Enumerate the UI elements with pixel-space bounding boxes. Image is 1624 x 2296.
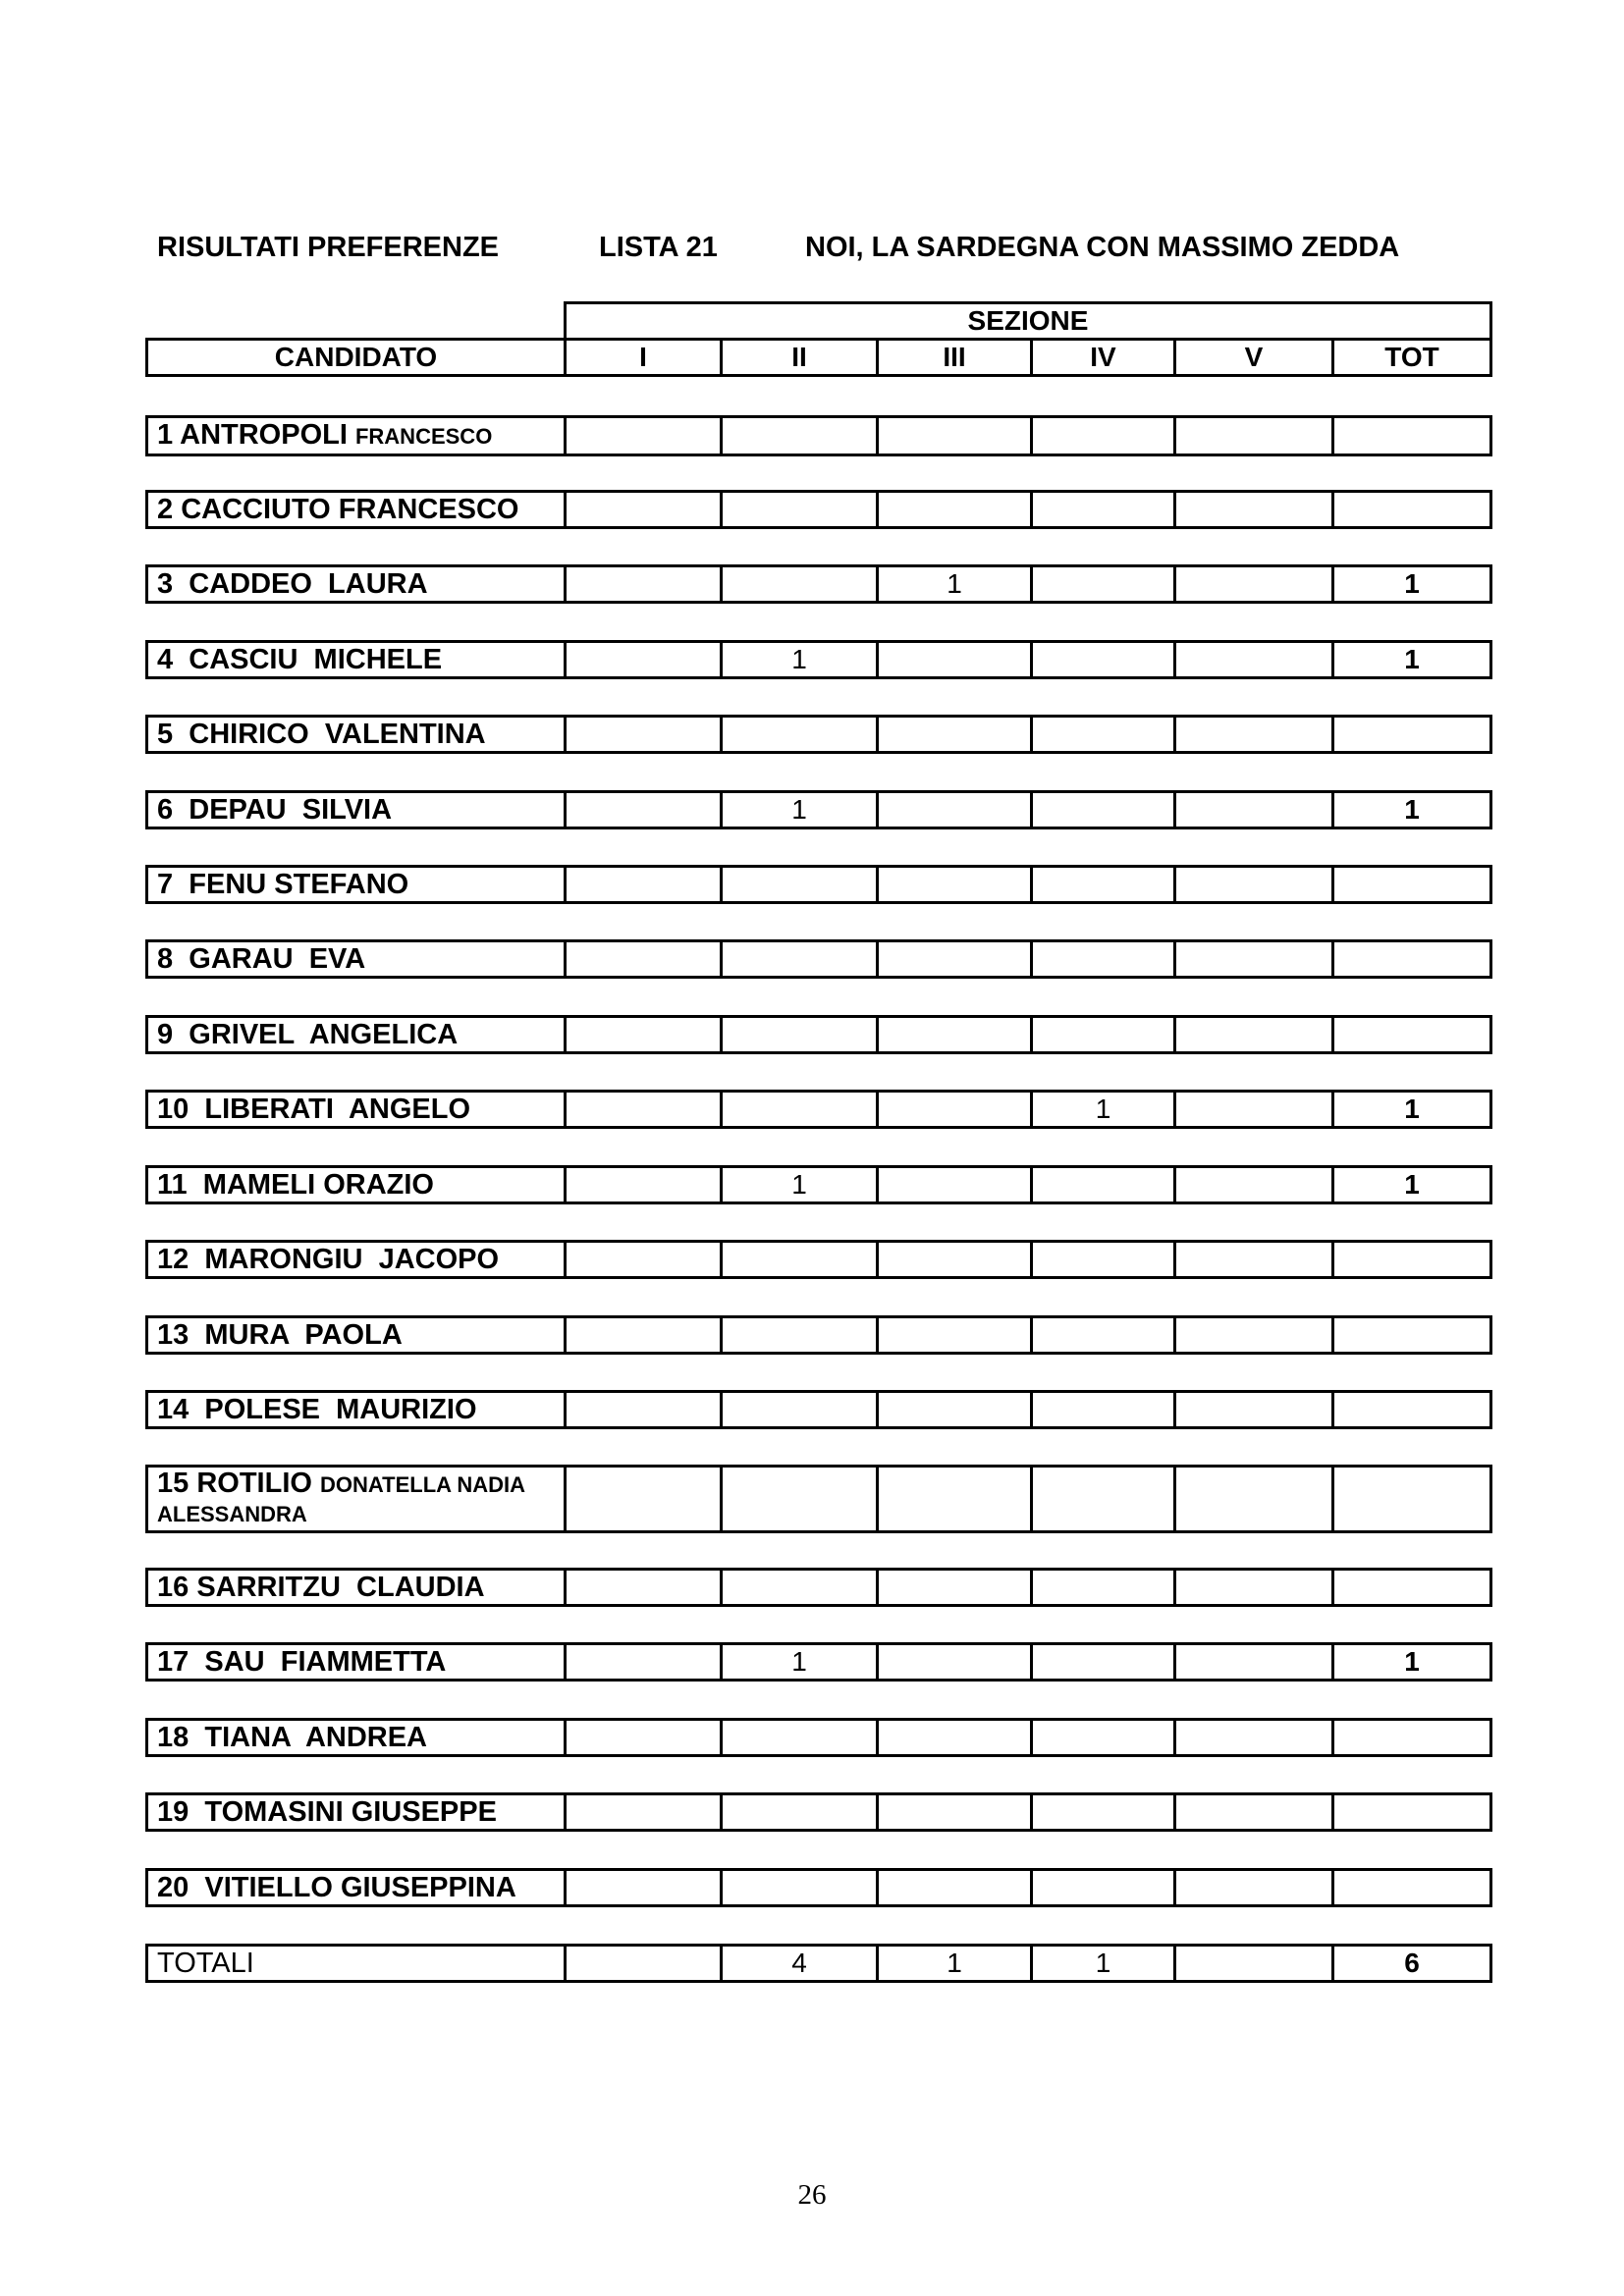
- totals-label: TOTALI: [147, 1946, 566, 1982]
- candidate-name: CACCIUTO FRANCESCO: [181, 494, 519, 525]
- candidate-name-cell: [147, 1017, 566, 1053]
- vote-cell-iii: [878, 792, 1032, 828]
- vote-cell-iii: [878, 642, 1032, 678]
- vote-cell-iv: [1032, 492, 1175, 528]
- vote-cell-iv: [1032, 642, 1175, 678]
- candidate-row: [145, 1165, 1492, 1204]
- vote-cell-i: [566, 1467, 722, 1532]
- candidate-number: 16: [157, 1572, 189, 1603]
- candidate-row: [145, 564, 1492, 604]
- vote-cell-i: [566, 1392, 722, 1428]
- vote-cell-ii: 1: [722, 1167, 878, 1203]
- list-number: LISTA 21: [599, 232, 718, 263]
- vote-cell-iv: [1032, 792, 1175, 828]
- vote-cell-i: [566, 492, 722, 528]
- vote-cell-ii: [722, 1242, 878, 1278]
- candidate-name-cell: [147, 1720, 566, 1756]
- candidate-name-cell: [147, 566, 566, 603]
- vote-cell-tot: [1333, 1720, 1491, 1756]
- candidate-name-cell: [147, 492, 566, 528]
- vote-cell-i: [566, 642, 722, 678]
- vote-cell-i: [566, 1317, 722, 1354]
- candidate-name: SARRITZU CLAUDIA: [196, 1572, 485, 1603]
- vote-cell-iv: [1032, 1017, 1175, 1053]
- vote-cell-v: [1175, 792, 1333, 828]
- vote-cell-v: [1175, 1870, 1333, 1906]
- vote-cell-ii: 4: [722, 1946, 878, 1982]
- vote-cell-tot: [1333, 1570, 1491, 1606]
- candidate-number: 12: [157, 1244, 189, 1275]
- vote-cell-v: [1175, 1242, 1333, 1278]
- vote-cell-iv: [1032, 566, 1175, 603]
- vote-cell-iv: [1032, 867, 1175, 903]
- vote-cell-ii: [722, 417, 878, 455]
- candidate-row: [145, 1465, 1492, 1533]
- candidate-row: [145, 939, 1492, 979]
- vote-cell-i: [566, 1870, 722, 1906]
- vote-cell-v: [1175, 1946, 1333, 1982]
- vote-cell-iii: [878, 492, 1032, 528]
- page-number: 26: [797, 2179, 827, 2211]
- vote-cell-iv: [1032, 1242, 1175, 1278]
- vote-cell-iv: [1032, 1644, 1175, 1681]
- candidate-name-cell: [147, 792, 566, 828]
- vote-cell-ii: [722, 492, 878, 528]
- candidate-name: FENU STEFANO: [181, 869, 409, 900]
- totals-row: [145, 1944, 1492, 1983]
- candidate-number: 7: [157, 869, 174, 900]
- vote-cell-iv: [1032, 1317, 1175, 1354]
- vote-cell-v: [1175, 492, 1333, 528]
- vote-cell-iii: [878, 1392, 1032, 1428]
- vote-cell-v: [1175, 566, 1333, 603]
- candidate-name-cell: [147, 642, 566, 678]
- candidate-name: CASCIU MICHELE: [181, 644, 443, 675]
- vote-cell-ii: [722, 1017, 878, 1053]
- vote-cell-iii: 1: [878, 566, 1032, 603]
- vote-cell-v: [1175, 1092, 1333, 1128]
- candidate-name-cell: [147, 1644, 566, 1681]
- vote-cell-tot: 1: [1333, 792, 1491, 828]
- vote-cell-iv: [1032, 417, 1175, 455]
- vote-cell-v: [1175, 1794, 1333, 1831]
- candidate-name: GARAU EVA: [181, 943, 366, 975]
- vote-cell-tot: [1333, 1317, 1491, 1354]
- vote-cell-v: [1175, 642, 1333, 678]
- column-header-iv: IV: [1032, 340, 1175, 376]
- candidate-name: GRIVEL ANGELICA: [181, 1019, 459, 1050]
- vote-cell-iv: [1032, 1570, 1175, 1606]
- candidate-row: [145, 1718, 1492, 1757]
- candidate-name: TIANA ANDREA: [196, 1722, 428, 1753]
- vote-cell-i: [566, 941, 722, 978]
- candidate-number: 18: [157, 1722, 189, 1753]
- vote-cell-v: [1175, 417, 1333, 455]
- vote-cell-iii: [878, 1167, 1032, 1203]
- vote-cell-i: [566, 1794, 722, 1831]
- candidate-row: [145, 1015, 1492, 1054]
- vote-cell-tot: [1333, 1242, 1491, 1278]
- vote-cell-i: [566, 566, 722, 603]
- column-header-candidato: CANDIDATO: [147, 340, 566, 376]
- candidate-given-names: FRANCESCO: [354, 424, 493, 449]
- vote-cell-iv: [1032, 1467, 1175, 1532]
- vote-cell-tot: [1333, 1467, 1491, 1532]
- vote-cell-tot: [1333, 1392, 1491, 1428]
- vote-cell-tot: [1333, 492, 1491, 528]
- vote-cell-iv: [1032, 1870, 1175, 1906]
- candidate-row: [145, 1568, 1492, 1607]
- column-header-v: V: [1175, 340, 1333, 376]
- report-title: RISULTATI PREFERENZE: [157, 232, 499, 263]
- candidate-number: 20: [157, 1872, 189, 1903]
- vote-cell-iii: [878, 1794, 1032, 1831]
- vote-cell-v: [1175, 867, 1333, 903]
- vote-cell-v: [1175, 1467, 1333, 1532]
- vote-cell-iii: [878, 1870, 1032, 1906]
- vote-cell-v: [1175, 1167, 1333, 1203]
- vote-cell-i: [566, 1570, 722, 1606]
- candidate-name-cell: [147, 1467, 566, 1532]
- column-header-tot: TOT: [1333, 340, 1491, 376]
- vote-cell-ii: 1: [722, 792, 878, 828]
- candidate-row: [145, 1315, 1492, 1355]
- candidate-name-cell: [147, 1317, 566, 1354]
- vote-cell-tot: [1333, 1794, 1491, 1831]
- vote-cell-v: [1175, 1017, 1333, 1053]
- column-header-iii: III: [878, 340, 1032, 376]
- vote-cell-v: [1175, 1720, 1333, 1756]
- vote-cell-iii: [878, 1644, 1032, 1681]
- vote-cell-iii: [878, 1720, 1032, 1756]
- candidate-row: [145, 715, 1492, 754]
- candidate-name-cell: [147, 867, 566, 903]
- vote-cell-tot: [1333, 417, 1491, 455]
- candidate-name-cell: [147, 417, 566, 455]
- vote-cell-ii: [722, 1467, 878, 1532]
- vote-cell-tot: [1333, 717, 1491, 753]
- candidate-name-cell: [147, 1392, 566, 1428]
- vote-cell-ii: [722, 1870, 878, 1906]
- vote-cell-tot: [1333, 941, 1491, 978]
- candidate-number: 3: [157, 568, 174, 600]
- vote-cell-tot: 1: [1333, 566, 1491, 603]
- vote-cell-v: [1175, 717, 1333, 753]
- column-header-i: I: [566, 340, 722, 376]
- candidate-name: POLESE MAURIZIO: [196, 1394, 477, 1425]
- candidate-number: 5: [157, 719, 174, 750]
- vote-cell-i: [566, 867, 722, 903]
- vote-cell-v: [1175, 1644, 1333, 1681]
- candidate-name: VITIELLO GIUSEPPINA: [196, 1872, 516, 1903]
- vote-cell-i: [566, 1167, 722, 1203]
- candidate-name: TOMASINI GIUSEPPE: [196, 1796, 497, 1828]
- vote-cell-ii: [722, 1317, 878, 1354]
- list-name: NOI, LA SARDEGNA CON MASSIMO ZEDDA: [805, 232, 1400, 263]
- candidate-number: 2: [157, 494, 174, 525]
- vote-cell-i: [566, 717, 722, 753]
- candidate-row: [145, 1792, 1492, 1832]
- vote-cell-ii: [722, 717, 878, 753]
- vote-cell-ii: [722, 1392, 878, 1428]
- vote-cell-i: [566, 417, 722, 455]
- candidate-number: 14: [157, 1394, 189, 1425]
- vote-cell-ii: [722, 1092, 878, 1128]
- vote-cell-iii: [878, 941, 1032, 978]
- vote-cell-tot: [1333, 1870, 1491, 1906]
- candidate-number: 13: [157, 1319, 189, 1351]
- vote-cell-ii: [722, 566, 878, 603]
- vote-cell-iii: [878, 417, 1032, 455]
- vote-cell-iii: [878, 1317, 1032, 1354]
- vote-cell-tot: 1: [1333, 1167, 1491, 1203]
- candidate-name: DEPAU SILVIA: [181, 794, 393, 826]
- candidate-number: 9: [157, 1019, 174, 1050]
- candidate-name: MURA PAOLA: [196, 1319, 403, 1351]
- candidate-row: [145, 415, 1492, 456]
- candidate-name-cell: [147, 1167, 566, 1203]
- candidate-row: [145, 490, 1492, 529]
- candidate-name: CADDEO LAURA: [181, 568, 428, 600]
- vote-cell-ii: 1: [722, 642, 878, 678]
- candidate-number: 4: [157, 644, 174, 675]
- candidate-number: 8: [157, 943, 174, 975]
- vote-cell-iii: [878, 1570, 1032, 1606]
- vote-cell-v: [1175, 1570, 1333, 1606]
- vote-cell-iv: [1032, 1794, 1175, 1831]
- vote-cell-i: [566, 1017, 722, 1053]
- candidate-number: 1: [157, 419, 174, 451]
- candidate-number: 15: [157, 1468, 189, 1499]
- vote-cell-tot: 1: [1333, 642, 1491, 678]
- vote-cell-iv: [1032, 717, 1175, 753]
- candidate-row: [145, 1240, 1492, 1279]
- vote-cell-iii: [878, 1092, 1032, 1128]
- vote-cell-tot: [1333, 867, 1491, 903]
- candidate-name-cell: [147, 1794, 566, 1831]
- vote-cell-tot: 1: [1333, 1644, 1491, 1681]
- vote-cell-iii: [878, 867, 1032, 903]
- candidate-number: 17: [157, 1646, 189, 1678]
- vote-cell-ii: [722, 1720, 878, 1756]
- header-blank-cell: [147, 303, 566, 340]
- candidate-name: SAU FIAMMETTA: [196, 1646, 447, 1678]
- vote-cell-ii: [722, 1570, 878, 1606]
- vote-cell-iv: [1032, 1720, 1175, 1756]
- candidate-name-cell: [147, 1092, 566, 1128]
- candidate-number: 19: [157, 1796, 189, 1828]
- vote-cell-iii: [878, 1017, 1032, 1053]
- candidate-row: [145, 1090, 1492, 1129]
- vote-cell-i: [566, 792, 722, 828]
- vote-cell-iii: 1: [878, 1946, 1032, 1982]
- candidate-name: ANTROPOLI: [180, 419, 348, 451]
- candidate-row: [145, 1642, 1492, 1682]
- candidate-row: [145, 790, 1492, 829]
- vote-cell-i: [566, 1946, 722, 1982]
- candidate-row: [145, 1868, 1492, 1907]
- candidate-row: [145, 640, 1492, 679]
- candidate-name: ROTILIO: [196, 1468, 312, 1499]
- vote-cell-tot: [1333, 1017, 1491, 1053]
- vote-cell-iv: 1: [1032, 1946, 1175, 1982]
- vote-cell-iii: [878, 1467, 1032, 1532]
- vote-cell-i: [566, 1242, 722, 1278]
- vote-cell-i: [566, 1092, 722, 1128]
- candidate-name-cell: [147, 717, 566, 753]
- vote-cell-v: [1175, 1317, 1333, 1354]
- vote-cell-iv: [1032, 1392, 1175, 1428]
- vote-cell-ii: 1: [722, 1644, 878, 1681]
- candidate-name-cell: [147, 1242, 566, 1278]
- vote-cell-iv: 1: [1032, 1092, 1175, 1128]
- candidate-name-cell: [147, 1570, 566, 1606]
- vote-cell-ii: [722, 941, 878, 978]
- candidate-name: MAMELI ORAZIO: [194, 1169, 434, 1201]
- vote-cell-iii: [878, 1242, 1032, 1278]
- vote-cell-v: [1175, 941, 1333, 978]
- candidate-name: MARONGIU JACOPO: [196, 1244, 500, 1275]
- vote-cell-iv: [1032, 1167, 1175, 1203]
- header-table: [145, 301, 1492, 377]
- vote-cell-iii: [878, 717, 1032, 753]
- vote-cell-ii: [722, 1794, 878, 1831]
- candidate-name-cell: [147, 941, 566, 978]
- candidate-name: CHIRICO VALENTINA: [181, 719, 486, 750]
- candidate-row: [145, 865, 1492, 904]
- vote-cell-tot: 6: [1333, 1946, 1491, 1982]
- candidate-row: [145, 1390, 1492, 1429]
- vote-cell-v: [1175, 1392, 1333, 1428]
- candidate-number: 10: [157, 1094, 189, 1125]
- vote-cell-ii: [722, 867, 878, 903]
- vote-cell-i: [566, 1720, 722, 1756]
- candidate-name: LIBERATI ANGELO: [196, 1094, 471, 1125]
- candidate-given-names: DONATELLA NADIA ALESSANDRA: [157, 1472, 525, 1526]
- column-header-ii: II: [722, 340, 878, 376]
- vote-cell-i: [566, 1644, 722, 1681]
- vote-cell-tot: 1: [1333, 1092, 1491, 1128]
- vote-cell-iv: [1032, 941, 1175, 978]
- candidate-number: 6: [157, 794, 174, 826]
- candidate-name-cell: [147, 1870, 566, 1906]
- candidate-number: 11: [157, 1169, 188, 1201]
- sezione-group-header: SEZIONE: [566, 303, 1491, 340]
